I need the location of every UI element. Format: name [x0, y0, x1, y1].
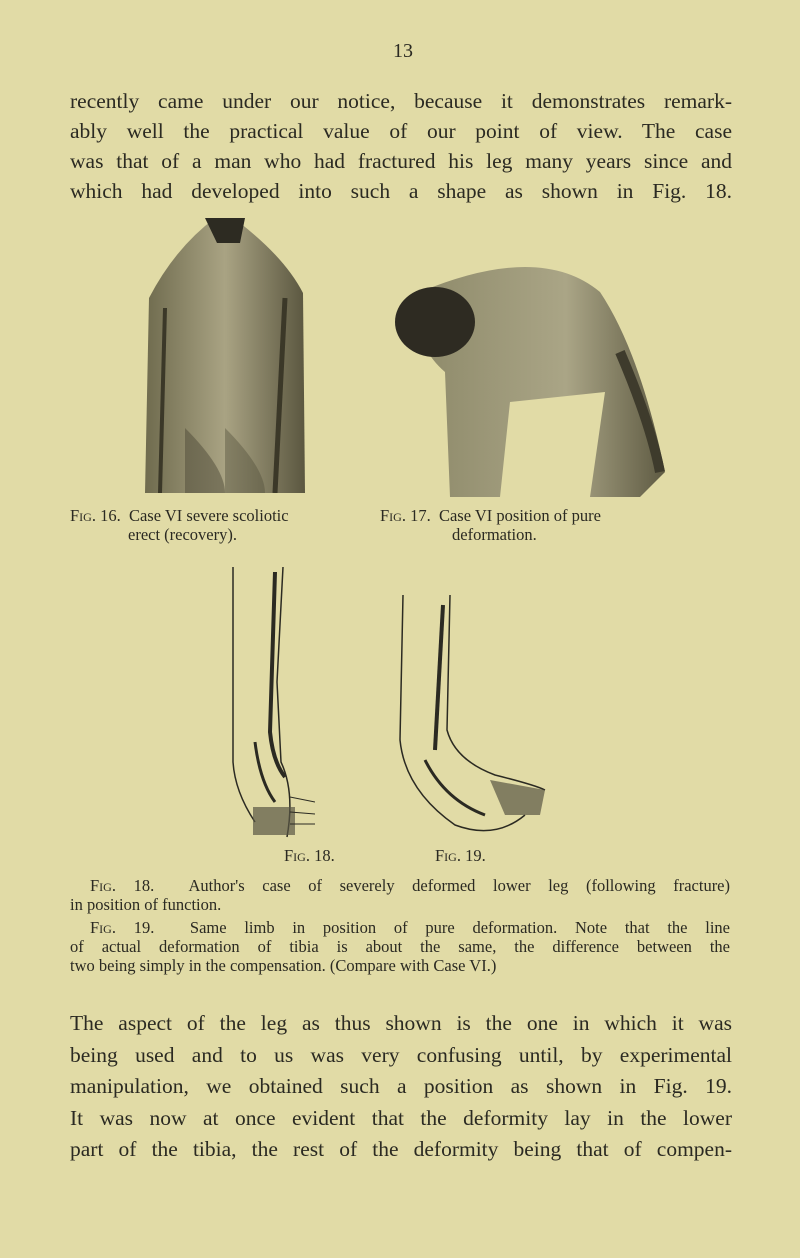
- caption-line: Case VI severe scoliotic: [128, 506, 289, 525]
- legend-line: in position of function.: [70, 895, 222, 914]
- text-line: manipulation, we obtained such a position as shown in Fig. 19.: [70, 1074, 732, 1098]
- legend-label: Fig. 18.: [90, 876, 155, 895]
- fig19-leg-drawing: [395, 590, 565, 840]
- legend-label: Fig. 19.: [90, 918, 155, 937]
- legend-line: [70, 918, 730, 937]
- legend-line: [70, 876, 730, 895]
- text-line: which had developed into such a shape as shown in Fig. 18.: [70, 179, 732, 203]
- fig17-caption: [380, 506, 601, 544]
- fig16-photo-back-torso: [145, 218, 310, 493]
- legend-line: of actual deformation of tibia is about the same, the difference between the: [70, 937, 730, 956]
- legend-text: Same limb in position of pure deformation. Note that the line: [189, 918, 730, 937]
- top-paragraph: [70, 86, 732, 206]
- fig17-photo-bent-torso: [390, 252, 670, 502]
- caption-line: erect (recovery).: [128, 525, 237, 544]
- fig16-caption: [70, 506, 289, 544]
- caption-line: Case VI position of pure: [438, 506, 601, 525]
- legend-text: Author's case of severely deformed lower leg (following fracture): [188, 876, 731, 895]
- text-line: The aspect of the leg as thus shown is the one in which it was: [70, 1011, 732, 1035]
- text-line: ably well the practical value of our point of view. The case: [70, 119, 732, 143]
- fig16-label: Fig. 16.: [70, 506, 121, 525]
- text-line: recently came under our notice, because it demonstrates remark-: [70, 89, 732, 113]
- bottom-paragraph: [70, 1008, 732, 1166]
- fig19-label: Fig. 19.: [435, 846, 486, 865]
- text-line: was that of a man who had fractured his leg many years since and: [70, 149, 732, 173]
- caption-line: deformation.: [452, 525, 537, 544]
- text-line: It was now at once evident that the deformity lay in the lower: [70, 1105, 732, 1130]
- text-line: part of the tibia, the rest of the deformity being that of compen-: [70, 1137, 732, 1161]
- fig18-leg-drawing: [225, 562, 315, 842]
- page-number: 13: [393, 40, 413, 62]
- figure-legends: [70, 876, 730, 975]
- fig18-label: Fig. 18.: [284, 846, 335, 865]
- legend-line: two being simply in the compensation. (Compare with Case VI.): [70, 956, 497, 975]
- text-line: being used and to us was very confusing until, by experimental: [70, 1042, 732, 1067]
- fig17-label: Fig. 17.: [380, 506, 431, 525]
